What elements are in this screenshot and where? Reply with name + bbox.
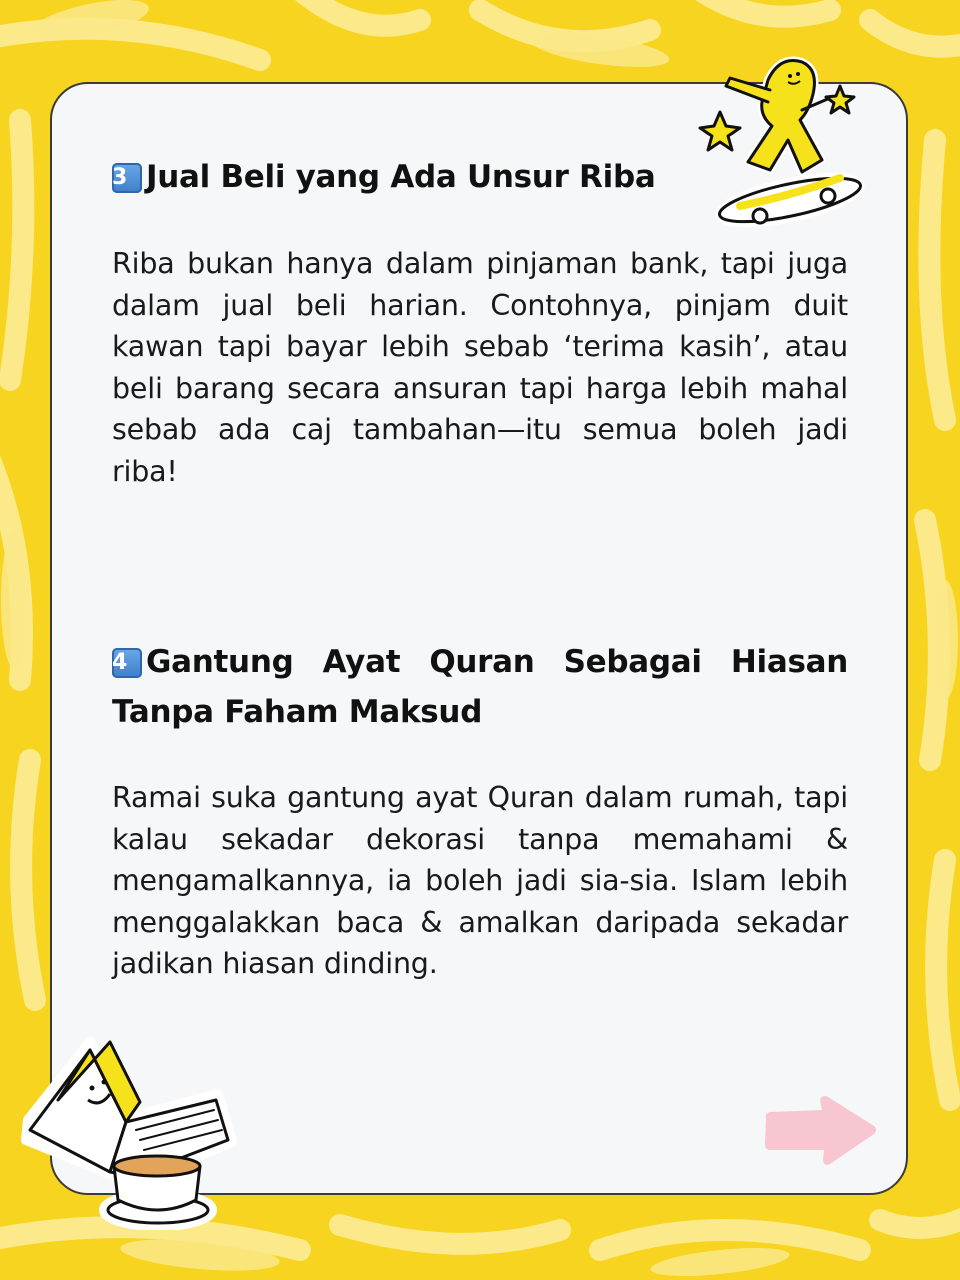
section-4-heading (112, 637, 848, 737)
section-4-title: Gantung Ayat Quran Sebagai Hiasan Tanpa Faham Maksud (112, 644, 848, 730)
open-book-with-tea-icon (18, 1030, 238, 1230)
skateboarding-character-icon (690, 50, 870, 230)
next-arrow-icon[interactable] (762, 1094, 880, 1168)
section-3-title: Jual Beli yang Ada Unsur Riba (146, 159, 656, 195)
section-3-body: Riba bukan hanya dalam pinjaman bank, tapi juga dalam jual beli harian. Contohnya, pinjam duit kawan tapi bayar lebih sebab ‘terima kasih’, atau beli barang secara ansuran tapi harga lebih mahal sebab ada caj tambahan—itu semua boleh jadi riba! (112, 247, 848, 488)
section-4-body: Ramai suka gantung ayat Quran dalam rumah, tapi kalau sekadar dekorasi tanpa memahami & mengamalkannya, ia boleh jadi sia-sia. Islam lebih menggalakkan baca & amalkan daripada sekadar jadikan hiasan dinding. (112, 781, 848, 981)
number-4-badge-icon: 4 (112, 648, 142, 678)
number-3-badge-icon: 3 (112, 163, 142, 193)
